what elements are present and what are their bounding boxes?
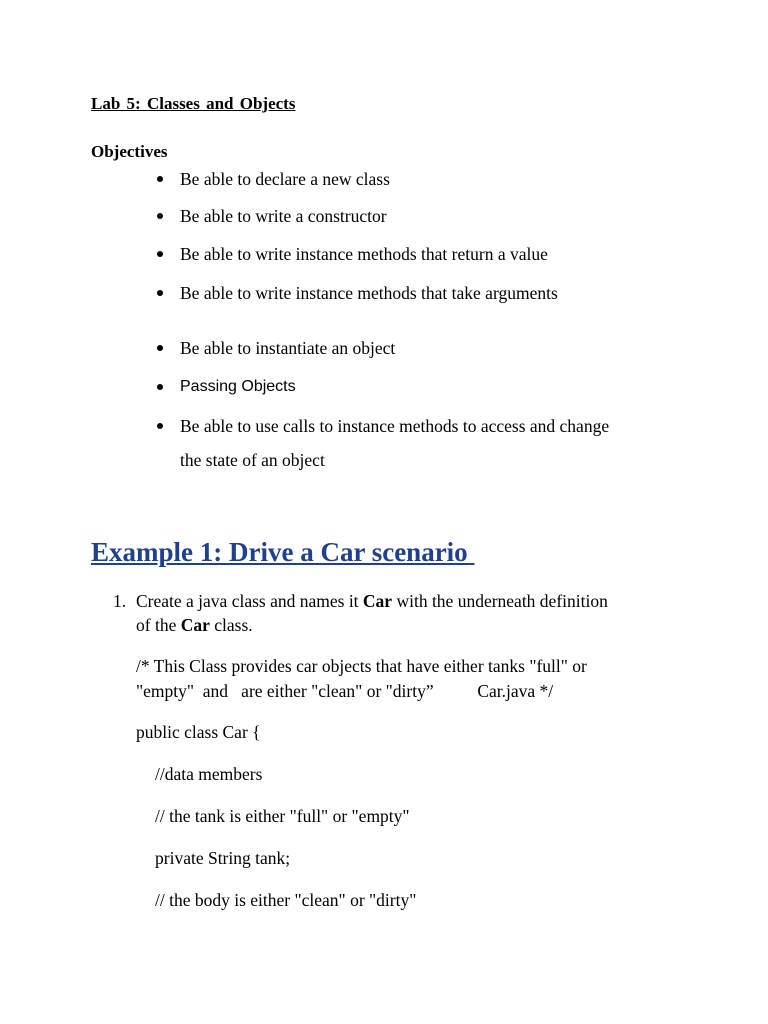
step-text-line-2 [136,615,253,636]
bullet-icon [157,251,163,257]
objective-text: Be able to write instance methods that take arguments [180,283,558,303]
class-name-bold: Car [362,591,393,611]
step-text: class. [209,615,253,635]
step-text: Create a java class and names it [136,591,363,611]
bullet-icon [157,423,163,429]
lab-title: Lab 5: Classes and Objects [91,94,296,113]
objective-text: Passing Objects [180,378,296,395]
objective-text: Be able to declare a new class [180,169,390,189]
objective-text: Be able to instantiate an object [180,338,396,358]
bullet-icon [157,384,163,390]
bullet-icon [157,290,163,296]
code-line: // the tank is either "full" or "empty" [155,806,410,826]
objective-text: Be able to write a constructor [180,206,387,226]
step-text: of the [136,615,181,635]
objective-text: Be able to use calls to instance methods to access and change [180,416,610,436]
step-text-line-1 [136,591,608,612]
step-text: with the underneath definition [392,591,608,611]
step-number: 1. [113,591,127,611]
objectives-heading: Objectives [91,142,168,161]
comment-line: "empty" and are either "clean" or "dirty” Car.java */ [136,681,554,701]
bullet-icon [157,345,163,351]
comment-line: /* This Class provides car objects that have either tanks "full" or [136,656,587,676]
bullet-icon [157,213,163,219]
example-heading: Example 1: Drive a Car scenario [91,537,475,567]
class-name-bold: Car [180,615,210,635]
code-line: //data members [155,764,263,784]
bullet-icon [157,176,163,182]
code-line: // the body is either "clean" or "dirty" [155,890,417,910]
objective-text-continuation: the state of an object [180,450,325,470]
objective-text: Be able to write instance methods that return a value [180,244,548,264]
code-line: public class Car { [136,722,261,742]
code-line: private String tank; [155,848,291,868]
